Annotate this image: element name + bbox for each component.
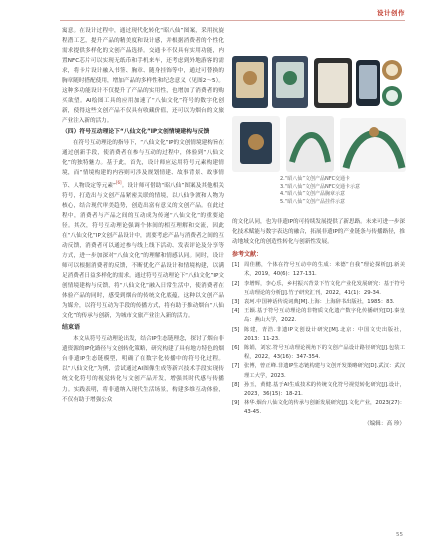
- figure-group: [232, 56, 408, 174]
- references-heading: 参考文献：: [232, 251, 263, 259]
- body-paragraph: 的文化认同，也为非遗IP的可持续发展提供了新思路。未来可进一步深化技术赋能与数字表达的融合，拓展非遗IP的产业链条与传播路径，推动地域文化的创造性转化与创新性发展。: [232, 219, 405, 246]
- reference-item: [232, 399, 405, 417]
- reference-text: 陈建，青浩.非遗IP文创设计研究[M].北京：中国文史出版社，2013：11-23.: [244, 326, 405, 342]
- reference-text: 王颖.基于符号互动理论的非物质文化遗产数字化传播研究[D].秦皇岛：燕山大学，2022.: [244, 308, 405, 324]
- reference-number: [1]: [232, 262, 240, 269]
- reference-text: 张博，曾正峰.非遗IP生态链构建与文创开发策略研究[D].武汉：武汉理工大学，2023.: [244, 363, 405, 379]
- reference-text: 孙玉，黄健.基于AI生成技术的传统文化符号视觉转化研究[J].设计，2023，36(15)：18-21.: [244, 381, 405, 398]
- body-text: 。设计师可借助“昭八仙”图案及其他相关符号，打造出与文创产品紧密关联的情境，以八仙争渡和人物为核心，结合现代审美趋势，创造出富有意义的文创产品。在此过程中，消费者与产品之间的互动成为传递“八仙文化”的重要途径。其次，符号互动理论强调个体间的相互理解和交流，因此在“八仙文化”IP文创产品设计中，需要考虑产品与消费者之间的互动反馈，消费者可以通过参与线上线下活动、发表评论及分享等方式，进一步加深对“八仙文化”的理解和情感认同。同时，设计师可以根据消费者的反馈，不断优化产品设计和情境构建，以满足消费者日益多样化的需求。通过符号互动理论下“八仙文化”IP文创情境建构与反馈，将“八仙文化”融入日常生活中，使消费者在体验产品的同时，感受到烟台的传统文化底蕴，这种以文创产品为媒介，以符号互动为手段的传播方式，将有助于推动烟台“八仙文化”的传承与创新，为城市文旅产业注入新的活力。: [62, 182, 224, 320]
- badge-image: [382, 60, 402, 106]
- citation-superscript: [6]: [115, 179, 122, 185]
- reference-item: [232, 261, 405, 279]
- caption-line: 5.“昭八仙”文创产品挂件示意: [280, 198, 345, 205]
- reference-item: [232, 344, 405, 362]
- references-list: [232, 261, 405, 417]
- header-rule: [60, 20, 405, 21]
- nfc-card-set-image: [232, 56, 308, 108]
- reference-number: [6]: [232, 345, 240, 352]
- reference-text: 李增辉，李心乐，乡村振兴背景下竹文化产业化发展研究：基于符号互动理论的分析[J].竹子研究汇刊，2022，41(1)：29-34.: [244, 280, 405, 296]
- reference-item: [232, 307, 405, 325]
- reference-number: [5]: [232, 326, 240, 333]
- strap-charm-image: [232, 116, 406, 172]
- section-label: 设计创作: [377, 9, 405, 17]
- caption-line: 4.“昭八仙”文创产品胸章示意: [280, 191, 345, 198]
- left-column: [62, 26, 224, 405]
- reference-number: [9]: [232, 400, 240, 407]
- reference-number: [3]: [232, 299, 240, 305]
- reference-item: [232, 362, 405, 380]
- conclusion-paragraph: 本文从符号互动理论出发，结合IP生态链理念，探讨了烟台非遗资源的IP化路径与文创转化策略，研究构建了具有地方特色的烟台非遗IP生态链模型，明确了在数字化传播中的符号化过程。以“八仙文化”为例，尝试通过AI图像生成等新兴技术手段实现传统文化符号的视觉转化与文创产品开发，增强其时代感与传播力。实践表明，将非遗纳入现代生活场景，构建多维互动体验，不仅有助于增强公众: [62, 336, 224, 403]
- body-paragraph: [62, 138, 224, 322]
- subsection-heading: （四）符号互动理论下“八仙文化”IP文创情境建构与反馈: [62, 129, 210, 136]
- reference-item: [232, 326, 405, 344]
- reference-text: 周佳鹏，个体在符号互动中的生成：米德“自我”理论探析[J].新美术，2019，40(6)：127-131.: [244, 262, 405, 278]
- caption-line: 3.“昭八仙”文创产品NFC交通卡示意: [280, 183, 361, 190]
- right-column: [232, 217, 405, 429]
- conclusion-heading: 结束语: [62, 324, 81, 332]
- reference-text: 陈娟，刘宏.符号互动理论视角下的文创产品设计路径研究[J].包装工程，2022，43(16)：347-354.: [244, 345, 405, 361]
- product-figures: [232, 56, 408, 174]
- caption-line: 2.“昭八仙”文创产品NFC交通卡: [280, 176, 351, 182]
- reference-number: [8]: [232, 381, 240, 388]
- reference-item: [232, 381, 405, 399]
- editor-credit: （编辑：高 珍）: [364, 420, 405, 427]
- reference-item: [232, 298, 405, 307]
- reference-number: [4]: [232, 308, 240, 315]
- body-text: 在符号互动理论的指导下，“八仙文化”IP的文创情境建构旨在通过创新手段，使消费者在参与互动的过程中，体验到“八仙文化”的独特魅力。基于此，首先，设计师应运用符号元素构建情境，而“情境构建的内容则可涉及规划情建、故事背景、故事情节、人物设定等元素”: [62, 139, 224, 189]
- page-number: 55: [396, 532, 403, 538]
- figure-caption: [280, 176, 410, 206]
- reference-item: [232, 280, 405, 298]
- body-paragraph: 寓意。在设计过程中，通过现代化转化“昭八仙”图案，采用抗旋程潜工艺，提升产品的精美度和设计感，并根据消费者的个性化需求提供多样化的文创产品选择。交通卡不仅具有实用功能，内置NFC芯片可以实现无纸币和手机来车，还考虑到外地游客的需求，将卡片设计融入书签、胸章、随身挂饰等中，通过可替换的胸章随时搭配使用，增加产品的多样性和纪念意义（见图2～5）。这种多功能设计不仅提升了产品的实用性，也增加了消费者的购买欲望。AI绘图工具的应用加速了“八仙文化”符号的数字化创新，使得这些文创产品不仅具有收藏价值，还可以为烟台的文旅产业注入新的活力。: [62, 28, 224, 125]
- reference-text: 袁珂.中国神话传说词典[M].上海：上海辞书出版社，1985：83.: [244, 299, 395, 305]
- reference-text: 林华.烟台八仙文化的传承与创新发展研究[J].文化产业，2023(27)：43-45.: [244, 400, 405, 416]
- reference-number: [7]: [232, 363, 240, 370]
- nfc-card-demo-image: [314, 58, 380, 108]
- reference-number: [2]: [232, 280, 240, 287]
